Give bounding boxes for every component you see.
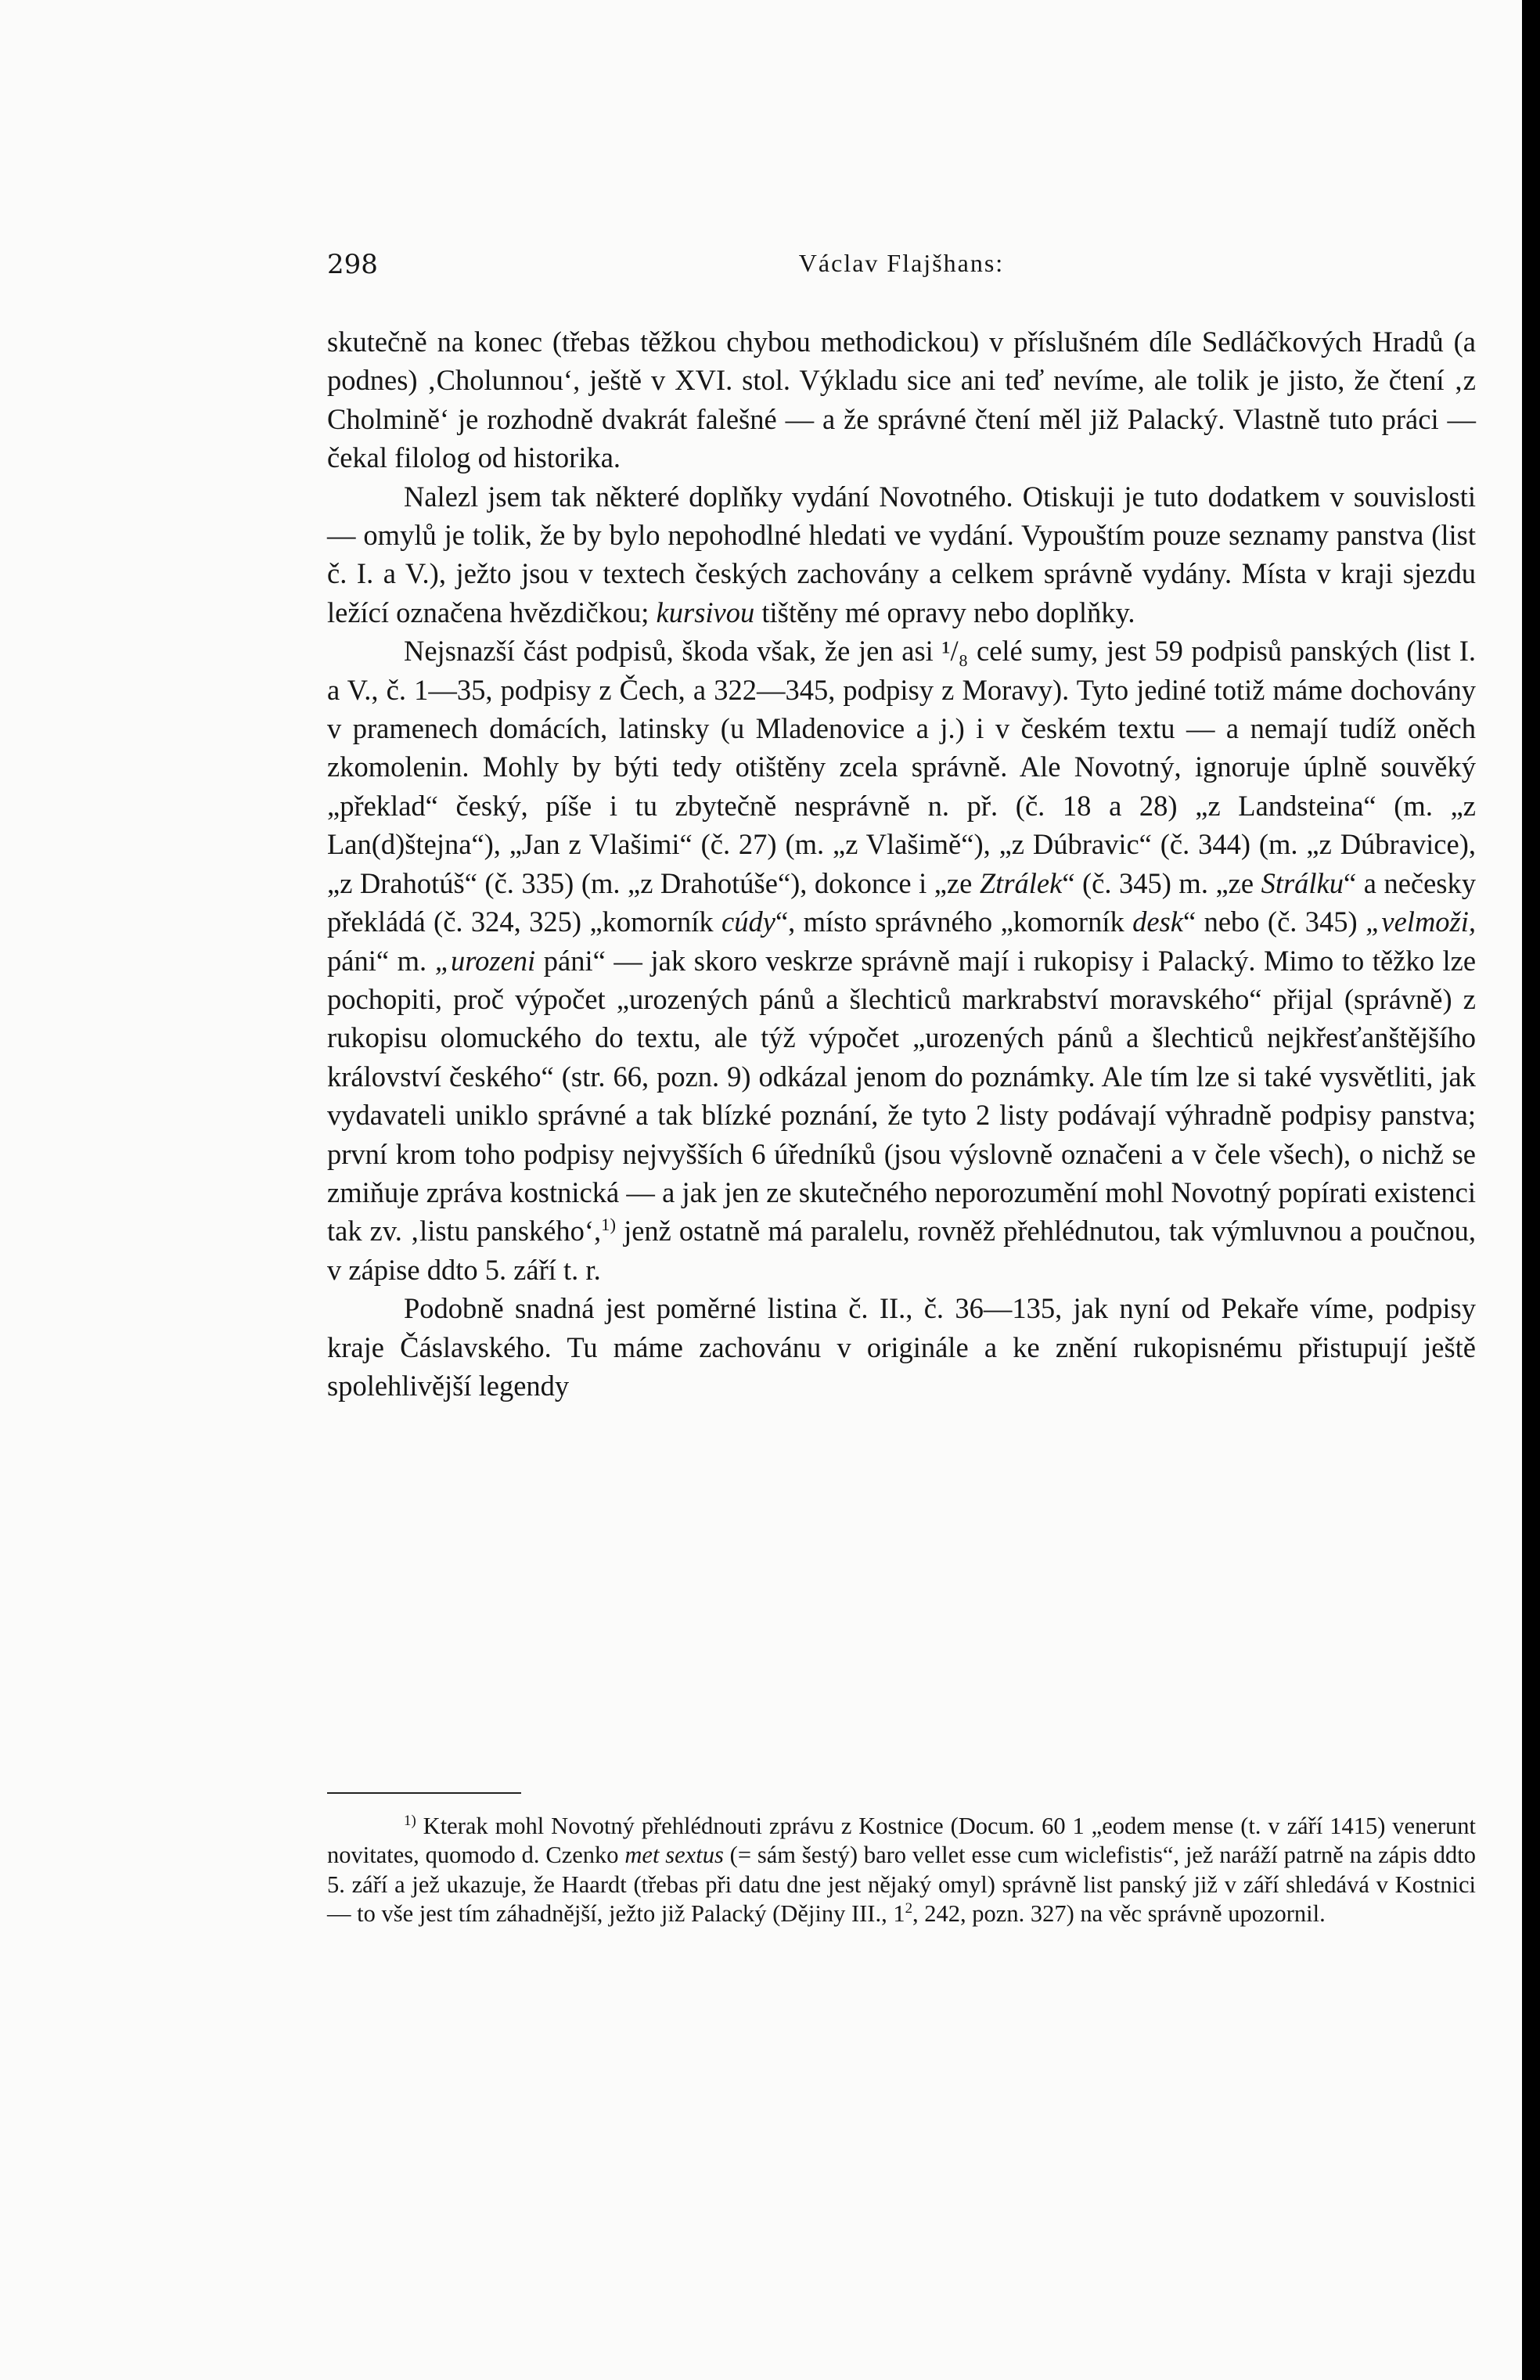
p3-segment: “, místo správného „komorník (775, 906, 1124, 938)
p3-segment: Nejsnazší část podpisů, škoda však, že jen asi (404, 635, 934, 668)
italic-word: Ztrálek (979, 866, 1063, 899)
paragraph-1: skutečně na konec (třebas těžkou chybou methodickou) v příslušném díle Sedláčkových Hradů (a podnes) ‚Cholunnou‘, ještě v XVI. stol. Výkladu sice ani teď nevíme, ale tolik je jisto, že čtení ‚z Cholmině‘ je rozhodně dvakrát falešné — a že správné čtení měl již Palacký. Vlastně tuto práci — čekal filolog od historika. (327, 326, 1476, 474)
footnote-separator (327, 1792, 521, 1794)
p3-segment: jenž ostatně má paralelu, rovněž přehlédnutou, tak výmluvnou a poučnou, v zápise ddto 5. září t. r. (327, 1215, 1476, 1286)
footnote-superscript: 2 (905, 1899, 913, 1917)
page-number: 298 (327, 249, 378, 280)
footnote-paragraph (327, 1812, 1476, 1928)
footnote-text: Kterak mohl Novotný přehlédnouti zprávu z Kostnice (Docum. 60 1 „eodem mense (t. v září 1415) venerunt novitates, quomodo d. Czenko (327, 1813, 1476, 1869)
running-head: Václav Flajšhans: (798, 249, 1005, 277)
footnote (327, 1812, 1476, 1928)
page-header (327, 249, 1476, 285)
p3-segment: páni“ — jak skoro veskrze správně mají i rukopisy i Palacký. Mimo to těžko lze pochopiti, proč výpočet „urozených pánů a šlechticů markrabství moravského“ přijal (správně) z rukopisu olomuckého do textu, ale týž výpočet „urozených pánů a šlechticů nejkřesťanštějšího království českého“ (str. 66, pozn. 9) odkázal jenom do poznámky. Ale tím lze si také vysvětliti, jak vydavateli uniklo správné a tak blízké poznání, že tyto 2 listy podávají výhradně podpisy panstva; první krom toho podpisy nejvyšších 6 úředníků (jsou výslovně označeni a v čele všech), o nichž se zmiňuje zpráva kostnická — a jak jen ze skutečného neporozumění mohl Novotný popírati existenci tak zv. ‚listu panského‘, (327, 944, 1477, 1248)
fraction: ¹/₈ (941, 635, 969, 668)
footnote-italic: met sextus (624, 1842, 724, 1869)
italic-word: cúdy (721, 906, 775, 938)
italic-word: kursivou (656, 596, 755, 628)
paragraph-3 (327, 632, 1476, 1289)
footnote-reference: 1) (601, 1215, 617, 1235)
footnote-marker: 1) (404, 1812, 416, 1829)
p3-segment: “ (č. 345) m. „ze (1062, 866, 1254, 899)
p3-segment: páni“ m. (327, 944, 427, 977)
p3-segment: celé sumy, jest 59 podpisů panských (list I. a V., č. 1—35, podpisy z Čech, a 322—345, podpisy z Moravy). Tyto jediné totiž máme dochovány v pramenech domácích, latinsky (u Mladenovice a j.) i v českém textu — a nemají tudíž oněch zkomolenin. Mohly by býti tedy otištěny zcela správně. Ale Novotný, ignoruje úplně souvěký „překlad“ český, píše i tu zbytečně nesprávně n. př. (č. 18 a 28) „z Landsteina“ (m. „z Lan(d)štejna“), „Jan z Vlašimi“ (č. 27) (m. „z Vlašimě“), „z Dúbravic“ (č. 344) (m. „z Dúbravice), „z Drahotúš“ (č. 335) (m. „z Drahotúše“), dokonce i „ze (327, 635, 1477, 899)
paragraph-2-tail: tištěny mé opravy nebo doplňky. (761, 596, 1135, 628)
italic-word: Strálku (1261, 866, 1344, 899)
paragraph-4: Podobně snadná jest poměrné listina č. II., č. 36—135, jak nyní od Pekaře víme, podpisy kraje Čáslavského. Tu máme zachovánu v originále a ke znění rukopisnému přistupují ještě spolehlivější legendy (327, 1292, 1476, 1402)
footnote-text: , 242, pozn. 327) na věc správně upozornil. (912, 1899, 1326, 1927)
p3-segment: “ nebo (č. 345) (1182, 906, 1358, 938)
paragraph-2 (327, 477, 1476, 632)
italic-word: „urozeni (434, 944, 536, 977)
p3-segment: “ a nečesky překládá (č. 324, 325) „komorník (327, 866, 1476, 938)
italic-word: desk (1132, 906, 1183, 938)
italic-word: „velmoži, (1365, 906, 1477, 938)
body-text (327, 322, 1476, 1405)
footnote-text: (= sám šestý) baro vellet esse cum wiclefistis“, jež naráží patrně na zápis ddto 5. září a jež ukazuje, že Haardt (třebas při datu dne jest nějaký omyl) správně list panský již v září shledává v Kostnici — to vše jest tím záhadnější, ježto již Palacký (Dějiny III., 1 (327, 1842, 1476, 1927)
paragraph-2-text: Nalezl jsem tak některé doplňky vydání Novotného. Otiskuji je tuto dodatkem v souvislosti — omylů je tolik, že by bylo nepohodlné hledati ve vydání. Vypouštím pouze seznamy panstva (list č. I. a V.), ježto jsou v textech českých zachovány a celkem správně vydány. Místa v kraji sjezdu ležící označena hvězdičkou; (327, 480, 1476, 628)
